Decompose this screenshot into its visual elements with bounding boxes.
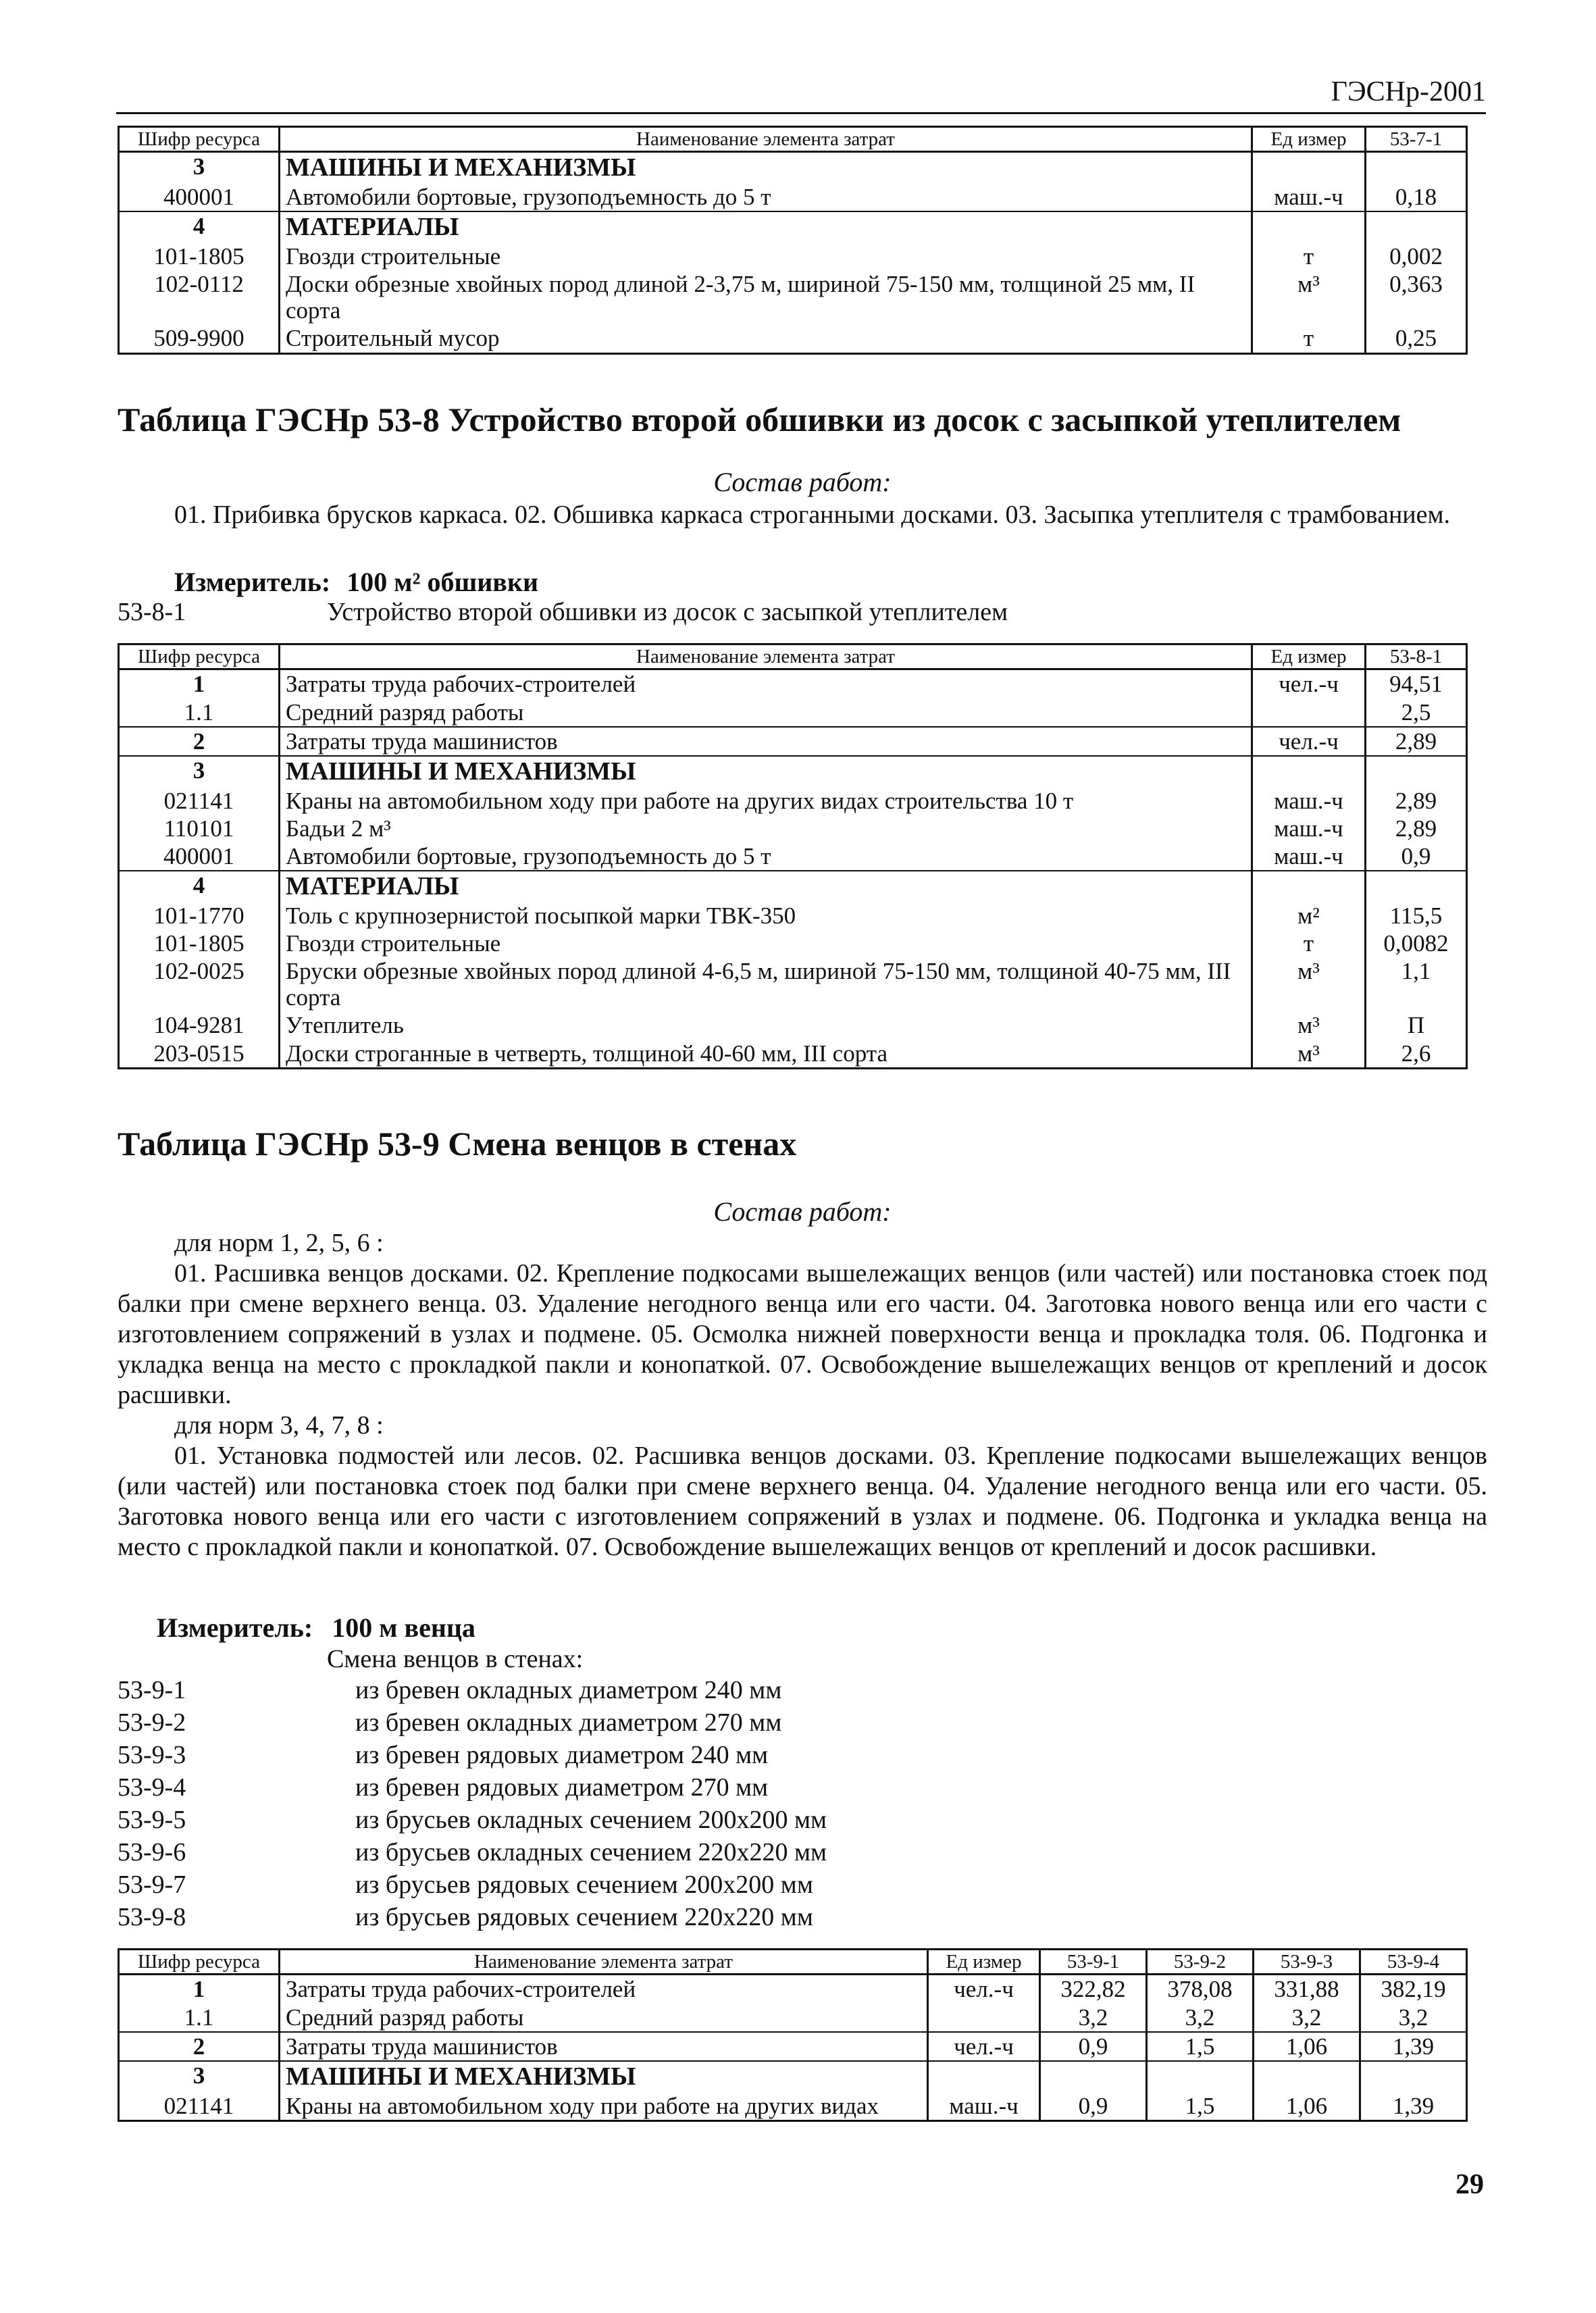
cell-name: Автомобили бортовые, грузоподъемность до 5 т [280, 842, 1252, 871]
cell-unit: м³ [1252, 1040, 1366, 1069]
cell-code: 509-9900 [119, 324, 280, 353]
cell-value: 1,06 [1254, 2032, 1360, 2061]
norm-code: 53-9-2 [118, 1708, 186, 1737]
cell-value [1040, 2061, 1147, 2092]
resource-table-53-7 [118, 126, 1468, 355]
cell-code: 4 [119, 211, 280, 243]
for-norms-b: для норм 3, 4, 7, 8 : [174, 1411, 384, 1440]
cell-code: 400001 [119, 183, 280, 211]
cell-unit: м³ [1252, 957, 1366, 1011]
cell-value [1360, 2061, 1467, 2092]
norm-desc: из бревен окладных диаметром 240 мм [355, 1676, 782, 1704]
cell-unit: м³ [1252, 1011, 1366, 1039]
cell-code: 1.1 [119, 2004, 280, 2032]
cell-code: 110101 [119, 815, 280, 842]
cell-unit [1252, 698, 1366, 727]
cell-name: Бруски обрезные хвойных пород длиной 4-6,5 м, шириной 75-150 мм, толщиной 40-75 мм, III сорта [280, 957, 1252, 1011]
cell-name: Гвозди строительные [280, 243, 1252, 270]
norm-list-item [118, 1870, 1131, 1901]
resource-table-53-9 [118, 1948, 1468, 2122]
meter-line [174, 566, 538, 598]
cell-value: П [1366, 1011, 1467, 1039]
cell-name: Гвозди строительные [280, 930, 1252, 957]
norm-list-item [118, 1773, 1131, 1804]
norm-list-item [118, 1708, 1131, 1739]
table-row [119, 727, 1467, 756]
cell-unit: маш.-ч [928, 2092, 1040, 2121]
col-header-name: Наименование элемента затрат [280, 644, 1252, 669]
cell-value: 1,1 [1366, 957, 1467, 1011]
cell-unit: т [1252, 930, 1366, 957]
cell-code: 1.1 [119, 698, 280, 727]
table-row [119, 1011, 1467, 1039]
cell-value [1366, 871, 1467, 902]
cell-section-title: МАТЕРИАЛЫ [280, 871, 1252, 902]
work-text-b: 01. Установка подмостей или лесов. 02. Расшивка венцов досками. 03. Крепление подкосами вышележащих венцов (или частей) или постановка стоек под балки при смене верхнего венца. 04. Удаление негодного венца или его части. 05. Заготовка нового венца или его части с изготовлением сопряжений в узлах и подмене. 06. Подгонка и укладка венца на место с прокладкой пакли и конопаткой. 07. Освобождение вышележащих венцов от креплений и досок расшивки. [118, 1442, 1487, 1561]
cell-name: Доски обрезные хвойных пород длиной 2-3,75 м, шириной 75-150 мм, толщиной 25 мм, II сорта [280, 270, 1252, 324]
cell-unit: чел.-ч [928, 2032, 1040, 2061]
table-row [119, 842, 1467, 871]
cell-value: 2,89 [1366, 727, 1467, 756]
meter-line [157, 1612, 475, 1644]
norm-desc: из брусьев рядовых сечением 220х220 мм [355, 1903, 813, 1931]
norm-desc: из бревен рядовых диаметром 270 мм [355, 1773, 769, 1802]
cell-value [1366, 756, 1467, 787]
norm-list-item [118, 1740, 1131, 1771]
table-row [119, 183, 1467, 211]
page-header [116, 70, 1486, 114]
cell-code: 1 [119, 669, 280, 698]
norm-desc: из брусьев окладных сечением 220х220 мм [355, 1838, 827, 1866]
table-row [119, 211, 1467, 243]
table-row [119, 2004, 1467, 2032]
cell-value: 1,06 [1254, 2092, 1360, 2121]
cell-value: 0,25 [1366, 324, 1467, 353]
cell-value: 0,9 [1366, 842, 1467, 871]
cell-unit: маш.-ч [1252, 183, 1366, 211]
cell-name: Средний разряд работы [280, 2004, 928, 2032]
table-row [119, 270, 1467, 324]
cell-code: 021141 [119, 787, 280, 815]
cell-unit [928, 2061, 1040, 2092]
cell-unit: маш.-ч [1252, 842, 1366, 871]
cell-section-title: МАШИНЫ И МЕХАНИЗМЫ [280, 756, 1252, 787]
col-header-unit: Ед измер [1252, 127, 1366, 152]
cell-code: 2 [119, 727, 280, 756]
col-header-norm: 53-9-3 [1254, 1950, 1360, 1975]
col-header-code: Шифр ресурса [119, 1950, 280, 1975]
page-number: 29 [1456, 2169, 1484, 2200]
cell-value: 322,82 [1040, 1975, 1147, 2004]
cell-name: Затраты труда рабочих-строителей [280, 1975, 928, 2004]
col-header-unit: Ед измер [928, 1950, 1040, 1975]
cell-code: 021141 [119, 2092, 280, 2121]
table-header-row [119, 1950, 1467, 1975]
norm-desc: из бревен окладных диаметром 270 мм [355, 1708, 782, 1737]
cell-name: Затраты труда машинистов [280, 727, 1252, 756]
document-code: ГЭСНр-2001 [1331, 76, 1486, 107]
cell-code: 400001 [119, 842, 280, 871]
table-row [119, 2061, 1467, 2092]
cell-value: 2,5 [1366, 698, 1467, 727]
cell-value [1147, 2061, 1254, 2092]
work-composition-label: Состав работ: [713, 1196, 892, 1227]
norm-list-item [118, 1675, 1131, 1706]
cell-code: 102-0025 [119, 957, 280, 1011]
norm-line [118, 597, 1487, 628]
cell-name: Затраты труда рабочих-строителей [280, 669, 1252, 698]
cell-unit: т [1252, 324, 1366, 353]
table-row [119, 1040, 1467, 1069]
cell-value: 2,89 [1366, 815, 1467, 842]
cell-name: Автомобили бортовые, грузоподъемность до 5 т [280, 183, 1252, 211]
cell-code: 101-1805 [119, 243, 280, 270]
table-row [119, 698, 1467, 727]
cell-name: Толь с крупнозернистой посыпкой марки ТВК-350 [280, 902, 1252, 930]
cell-section-title: МАШИНЫ И МЕХАНИЗМЫ [280, 2061, 928, 2092]
table-row [119, 324, 1467, 353]
work-composition-text [118, 500, 1487, 530]
cell-unit: чел.-ч [1252, 669, 1366, 698]
table-row [119, 957, 1467, 1011]
col-header-code: Шифр ресурса [119, 644, 280, 669]
norm-code: 53-9-8 [118, 1903, 186, 1931]
cell-value: 1,39 [1360, 2032, 1467, 2061]
col-header-name: Наименование элемента затрат [280, 127, 1252, 152]
table-row [119, 871, 1467, 902]
table-header-row [119, 644, 1467, 669]
cell-name: Бадьи 2 м³ [280, 815, 1252, 842]
cell-code: 3 [119, 756, 280, 787]
col-header-code: Шифр ресурса [119, 127, 280, 152]
cell-name: Строительный мусор [280, 324, 1252, 353]
cell-name: Средний разряд работы [280, 698, 1252, 727]
cell-value: 0,002 [1366, 243, 1467, 270]
cell-code: 3 [119, 152, 280, 183]
cell-value: 3,2 [1040, 2004, 1147, 2032]
cell-code: 102-0112 [119, 270, 280, 324]
table-header-row [119, 127, 1467, 152]
cell-name: Затраты труда машинистов [280, 2032, 928, 2061]
cell-value: 1,39 [1360, 2092, 1467, 2121]
cell-unit [1252, 152, 1366, 183]
cell-value: 382,19 [1360, 1975, 1467, 2004]
col-header-norm: 53-9-1 [1040, 1950, 1147, 1975]
work-composition-label: Состав работ: [713, 467, 892, 497]
cell-unit: м² [1252, 902, 1366, 930]
table-row [119, 152, 1467, 183]
norm-code: 53-9-6 [118, 1838, 186, 1866]
cell-value [1254, 2061, 1360, 2092]
cell-code: 2 [119, 2032, 280, 2061]
cell-code: 1 [119, 1975, 280, 2004]
meter-label: Измеритель: [157, 1612, 313, 1643]
col-header-norm: 53-9-2 [1147, 1950, 1254, 1975]
cell-code: 104-9281 [119, 1011, 280, 1039]
cell-code: 4 [119, 871, 280, 902]
cell-value: 3,2 [1147, 2004, 1254, 2032]
cell-value: 0,9 [1040, 2032, 1147, 2061]
cell-value: 115,5 [1366, 902, 1467, 930]
cell-unit [1252, 871, 1366, 902]
norm-desc: из брусьев окладных сечением 200х200 мм [355, 1806, 827, 1834]
table-row [119, 243, 1467, 270]
norm-desc: Устройство второй обшивки из досок с засыпкой утеплителем [327, 598, 1008, 626]
norm-desc: из бревен рядовых диаметром 240 мм [355, 1741, 769, 1769]
meter-value: 100 м² обшивки [346, 567, 538, 597]
cell-code: 101-1770 [119, 902, 280, 930]
cell-code: 101-1805 [119, 930, 280, 957]
table-title-53-8: Таблица ГЭСНр 53-8 Устройство второй обшивки из досок с засыпкой утеплителем [118, 401, 1401, 438]
table-row [119, 2032, 1467, 2061]
for-norms-a: для норм 1, 2, 5, 6 : [174, 1229, 384, 1257]
table-row [119, 1975, 1467, 2004]
table-row [119, 787, 1467, 815]
cell-value: 1,5 [1147, 2092, 1254, 2121]
cell-name: Краны на автомобильном ходу при работе на других видах [280, 2092, 928, 2121]
table-row [119, 902, 1467, 930]
col-header-unit: Ед измер [1252, 644, 1366, 669]
col-header-norm: 53-8-1 [1366, 644, 1467, 669]
cell-unit [1252, 211, 1366, 243]
cell-section-title: МАШИНЫ И МЕХАНИЗМЫ [280, 152, 1252, 183]
cell-value: 0,18 [1366, 183, 1467, 211]
cell-unit: т [1252, 243, 1366, 270]
table-row [119, 669, 1467, 698]
cell-value: 94,51 [1366, 669, 1467, 698]
norm-code: 53-8-1 [118, 598, 186, 626]
cell-unit: маш.-ч [1252, 815, 1366, 842]
table-title-53-9: Таблица ГЭСНр 53-9 Смена венцов в стенах [118, 1125, 797, 1163]
cell-value: 378,08 [1147, 1975, 1254, 2004]
meter-label: Измеритель: [174, 567, 331, 597]
norm-code: 53-9-3 [118, 1741, 186, 1769]
col-header-norm: 53-7-1 [1366, 127, 1467, 152]
norm-code: 53-9-1 [118, 1676, 186, 1704]
norm-code: 53-9-7 [118, 1871, 186, 1899]
cell-value: 0,0082 [1366, 930, 1467, 957]
cell-value: 2,89 [1366, 787, 1467, 815]
meter-value: 100 м венца [332, 1612, 475, 1643]
col-header-name: Наименование элемента затрат [280, 1950, 928, 1975]
work-composition-text [118, 1228, 1487, 1562]
cell-value [1366, 211, 1467, 243]
cell-value [1366, 152, 1467, 183]
cell-value: 331,88 [1254, 1975, 1360, 2004]
cell-name: Утеплитель [280, 1011, 1252, 1039]
table-row [119, 2092, 1467, 2121]
cell-value: 0,363 [1366, 270, 1467, 324]
norm-list [118, 1675, 1487, 1940]
cell-unit: м³ [1252, 270, 1366, 324]
table-row [119, 930, 1467, 957]
norm-list-item [118, 1837, 1131, 1869]
cell-name: Краны на автомобильном ходу при работе на других видах строительства 10 т [280, 787, 1252, 815]
norm-group-title: Смена венцов в стенах: [327, 1645, 584, 1673]
cell-unit: чел.-ч [1252, 727, 1366, 756]
cell-unit: чел.-ч [928, 1975, 1040, 2004]
norm-code: 53-9-5 [118, 1806, 186, 1834]
norm-list-item [118, 1902, 1131, 1933]
cell-value: 0,9 [1040, 2092, 1147, 2121]
cell-name: Доски строганные в четверть, толщиной 40-60 мм, III сорта [280, 1040, 1252, 1069]
cell-code: 3 [119, 2061, 280, 2092]
cell-value: 3,2 [1254, 2004, 1360, 2032]
cell-unit [1252, 756, 1366, 787]
work-text: 01. Прибивка брусков каркаса. 02. Обшивка каркаса строганными досками. 03. Засыпка утеплителя с трамбованием. [174, 501, 1451, 529]
cell-unit [928, 2004, 1040, 2032]
norm-code: 53-9-4 [118, 1773, 186, 1802]
col-header-norm: 53-9-4 [1360, 1950, 1467, 1975]
norm-desc: из брусьев рядовых сечением 200х200 мм [355, 1871, 813, 1899]
cell-unit: маш.-ч [1252, 787, 1366, 815]
cell-value: 3,2 [1360, 2004, 1467, 2032]
cell-code: 203-0515 [119, 1040, 280, 1069]
resource-table-53-8 [118, 643, 1468, 1069]
work-text-a: 01. Расшивка венцов досками. 02. Крепление подкосами вышележащих венцов (или частей) или постановка стоек под балки при смене верхнего венца. 03. Удаление негодного венца или его части. 04. Заготовка нового венца или его части с изготовлением сопряжений в узлах и подмене. 05. Осмолка нижней поверхности венца и прокладка толя. 06. Подгонка и укладка венца на место с прокладкой пакли и конопаткой. 07. Освобождение вышележащих венцов от креплений и досок расшивки. [118, 1259, 1487, 1409]
table-row [119, 756, 1467, 787]
cell-value: 2,6 [1366, 1040, 1467, 1069]
norm-list-item [118, 1805, 1131, 1836]
table-row [119, 815, 1467, 842]
cell-value: 1,5 [1147, 2032, 1254, 2061]
cell-section-title: МАТЕРИАЛЫ [280, 211, 1252, 243]
